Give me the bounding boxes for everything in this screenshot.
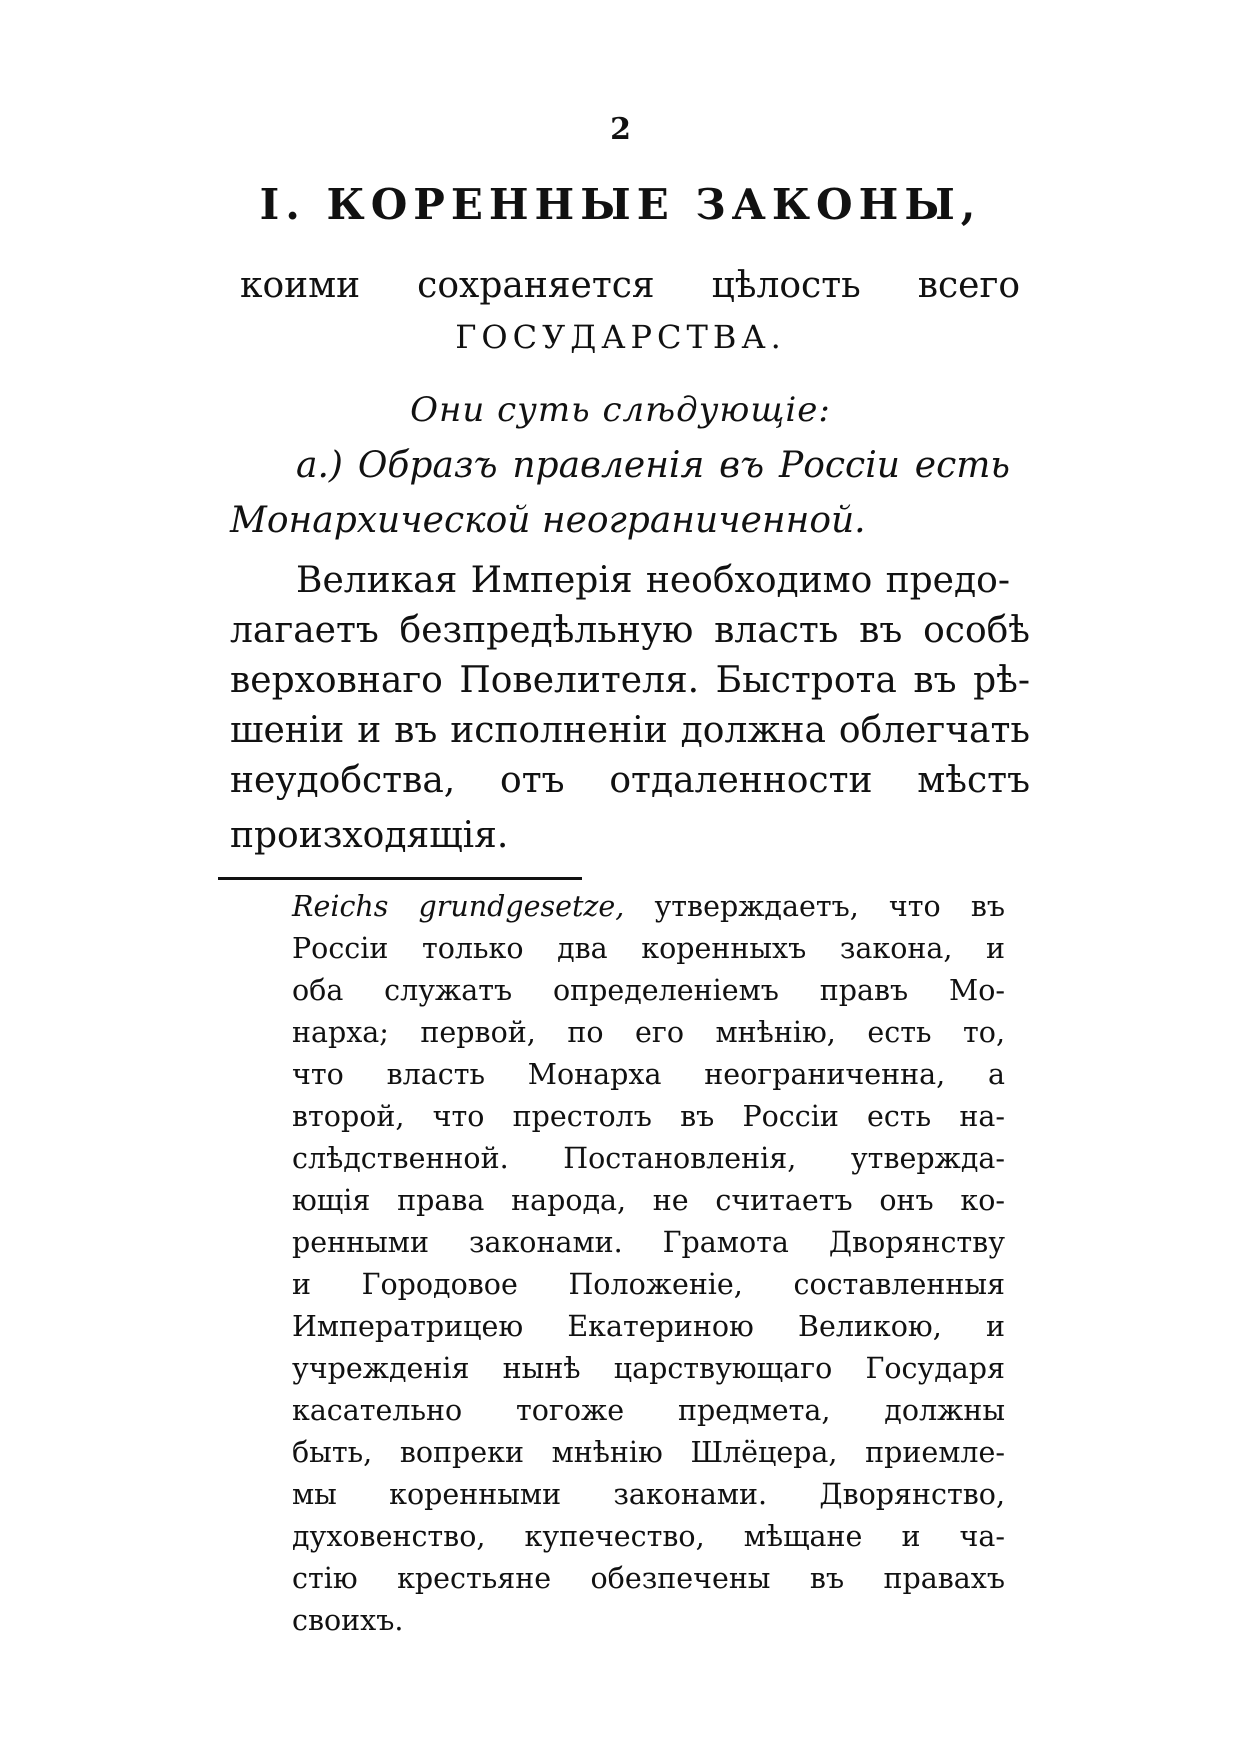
footnote-line-11: Императрицею Екатериною Великою, и <box>292 1310 1005 1343</box>
footnote-line-2: Россіи только два коренныхъ закона, и <box>292 932 1005 965</box>
body-line-1: Великая Имперія необходимо предо- <box>296 560 1010 601</box>
footnote-line-16: духовенство, купечество, мѣщане и ча- <box>292 1520 1005 1553</box>
footnote-line-10: и Городовое Положеніе, составленныя <box>292 1268 1005 1301</box>
footnote-line-1 <box>292 890 1005 923</box>
footnote-line-13: касательно тогоже предмета, должны <box>292 1394 1005 1427</box>
footnote-line-9: ренными законами. Грамота Дворянству <box>292 1226 1005 1259</box>
footnote-line-17: стію крестьяне обезпечены въ правахъ <box>292 1562 1005 1595</box>
point-a-line-1: а.) Образъ правленія въ Россіи есть <box>296 445 1010 486</box>
footnote-line-5: что власть Монарха неограниченна, а <box>292 1058 1005 1091</box>
footnote-line-14: быть, вопреки мнѣнію Шлёцера, приемле- <box>292 1436 1005 1469</box>
body-line-2: лагаетъ безпредѣльную власть въ особѣ <box>230 610 1030 651</box>
footnote-divider <box>218 877 582 880</box>
body-line-3: верховнаго Повелителя. Быстрота въ рѣ- <box>230 660 1030 701</box>
footnote-line-8: ющія права народа, не считаетъ онъ ко- <box>292 1184 1005 1217</box>
footnote-line-4: нарха; первой, по его мнѣнію, есть то, <box>292 1016 1005 1049</box>
section-subtitle: коими сохраняется цѣлость всего <box>240 265 1020 306</box>
section-title: I. КОРЕННЫЕ ЗАКОНЫ, <box>259 180 982 229</box>
body-line-5: неудобства, отъ отдаленности мѣстъ <box>230 760 1030 801</box>
section-subtitle-second-line: ГОСУДАРСТВА. <box>455 318 786 356</box>
footnote-line-1-text: утверждаетъ, что въ <box>654 890 1006 923</box>
body-line-4: шеніи и въ исполненіи должна облегчать <box>230 710 1030 751</box>
intro-line: Они суть слѣдующіе: <box>410 390 831 430</box>
point-a-line-2: Монархической неограниченной. <box>230 500 866 541</box>
footnote-line-18: своихъ. <box>292 1604 404 1637</box>
page-number: 2 <box>610 112 631 147</box>
footnote-line-15: мы коренными законами. Дворянство, <box>292 1478 1005 1511</box>
body-line-6: произходящія. <box>230 815 509 856</box>
footnote-lead: Reichs grundgesetze, <box>292 890 625 923</box>
footnote-line-7: слѣдственной. Постановленія, утвержда- <box>292 1142 1005 1175</box>
footnote-line-12: учрежденія нынѣ царствующаго Государя <box>292 1352 1005 1385</box>
footnote-line-6: вторoй, что престолъ въ Россіи есть на- <box>292 1100 1005 1133</box>
footnote-line-3: оба служатъ определеніемъ правъ Мо- <box>292 974 1005 1007</box>
